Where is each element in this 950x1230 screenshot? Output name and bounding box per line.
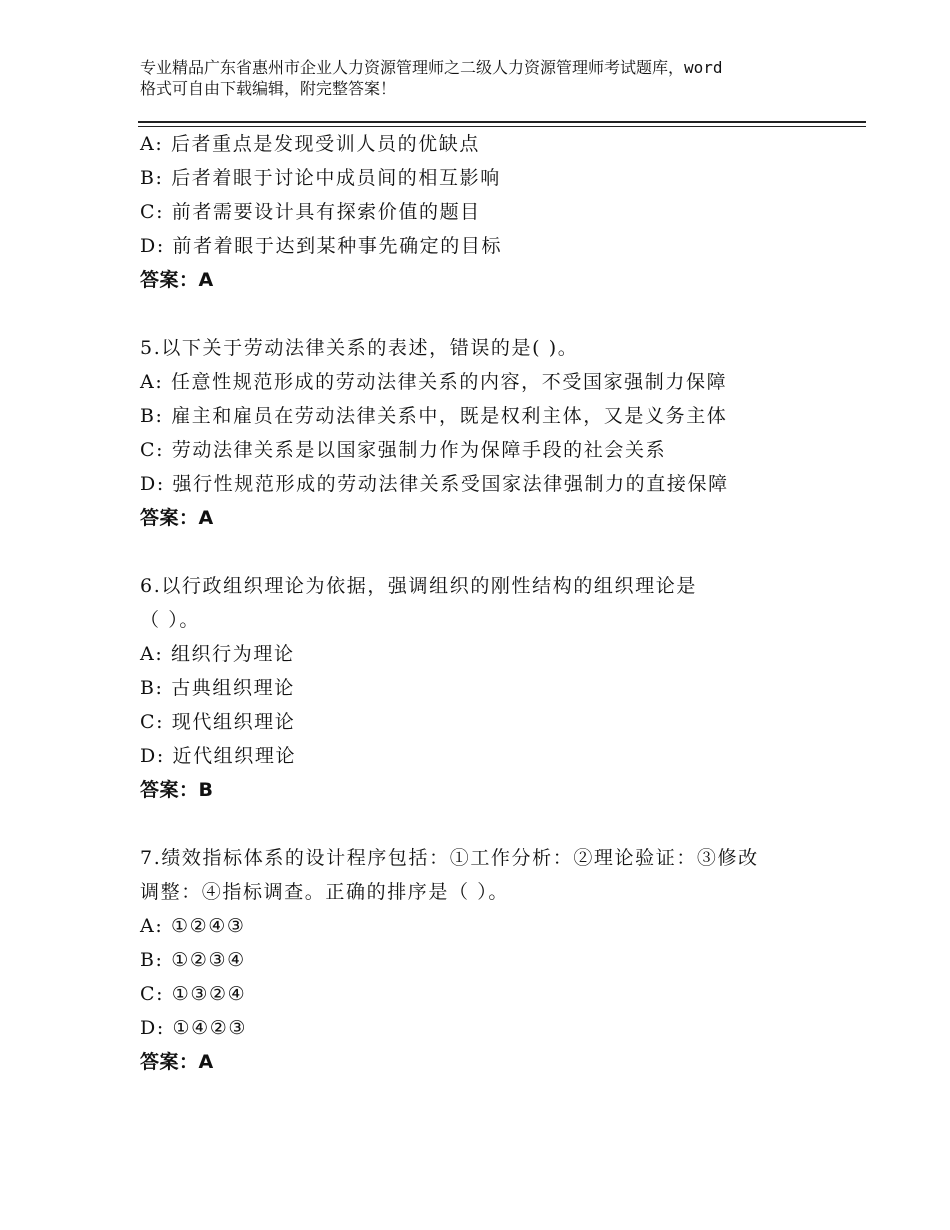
document-body: [140, 127, 840, 1079]
question-7: [140, 841, 840, 1079]
spacer: [140, 807, 840, 841]
answer-label: 答案：B: [140, 779, 214, 801]
option-d: D: ①④②③: [140, 1017, 248, 1039]
option-b: B: ①②③④: [140, 949, 246, 971]
question-5: [140, 331, 840, 535]
question-stem: 5.以下关于劳动法律关系的表述，错误的是( )。: [140, 337, 579, 359]
option-d: D: 强行性规范形成的劳动法律关系受国家法律强制力的直接保障: [140, 473, 729, 495]
spacer: [140, 297, 840, 331]
question-6: [140, 569, 840, 807]
option-d: D: 前者着眼于达到某种事先确定的目标: [140, 235, 503, 257]
option-a: A: ①②④③: [140, 915, 246, 937]
answer-label: 答案：A: [140, 507, 214, 529]
option-a: A: 后者重点是发现受训人员的优缺点: [140, 133, 480, 155]
option-d: D: 近代组织理论: [140, 745, 297, 767]
option-b: B: 古典组织理论: [140, 677, 295, 699]
question-stem-line-2: （ ）。: [140, 609, 200, 631]
option-a: A: 任意性规范形成的劳动法律关系的内容，不受国家强制力保障: [140, 371, 728, 393]
option-c: C: 现代组织理论: [140, 711, 296, 733]
question-stem-line-1: 7.绩效指标体系的设计程序包括：①工作分析：②理论验证：③修改: [140, 847, 759, 869]
answer-label: 答案：A: [140, 1051, 214, 1073]
answer-label: 答案：A: [140, 269, 214, 291]
header-rule-thick: [138, 121, 866, 123]
header-line-2: 格式可自由下载编辑，附完整答案！: [140, 79, 397, 98]
spacer: [140, 535, 840, 569]
question-stem-line-1: 6.以行政组织理论为依据，强调组织的刚性结构的组织理论是: [140, 575, 697, 597]
option-b: B: 后者着眼于讨论中成员间的相互影响: [140, 167, 501, 189]
option-c: C: 前者需要设计具有探索价值的题目: [140, 201, 481, 223]
question-4: [140, 127, 840, 297]
option-a: A: 组织行为理论: [140, 643, 295, 665]
header-line-1: 专业精品广东省惠州市企业人力资源管理师之二级人力资源管理师考试题库，word: [140, 58, 723, 77]
option-b: B: 雇主和雇员在劳动法律关系中，既是权利主体，又是义务主体: [140, 405, 728, 427]
document-header: [140, 57, 840, 99]
question-stem-line-2: 调整：④指标调查。正确的排序是（ ）。: [140, 881, 509, 903]
option-c: C: 劳动法律关系是以国家强制力作为保障手段的社会关系: [140, 439, 667, 461]
option-c: C: ①③②④: [140, 983, 247, 1005]
